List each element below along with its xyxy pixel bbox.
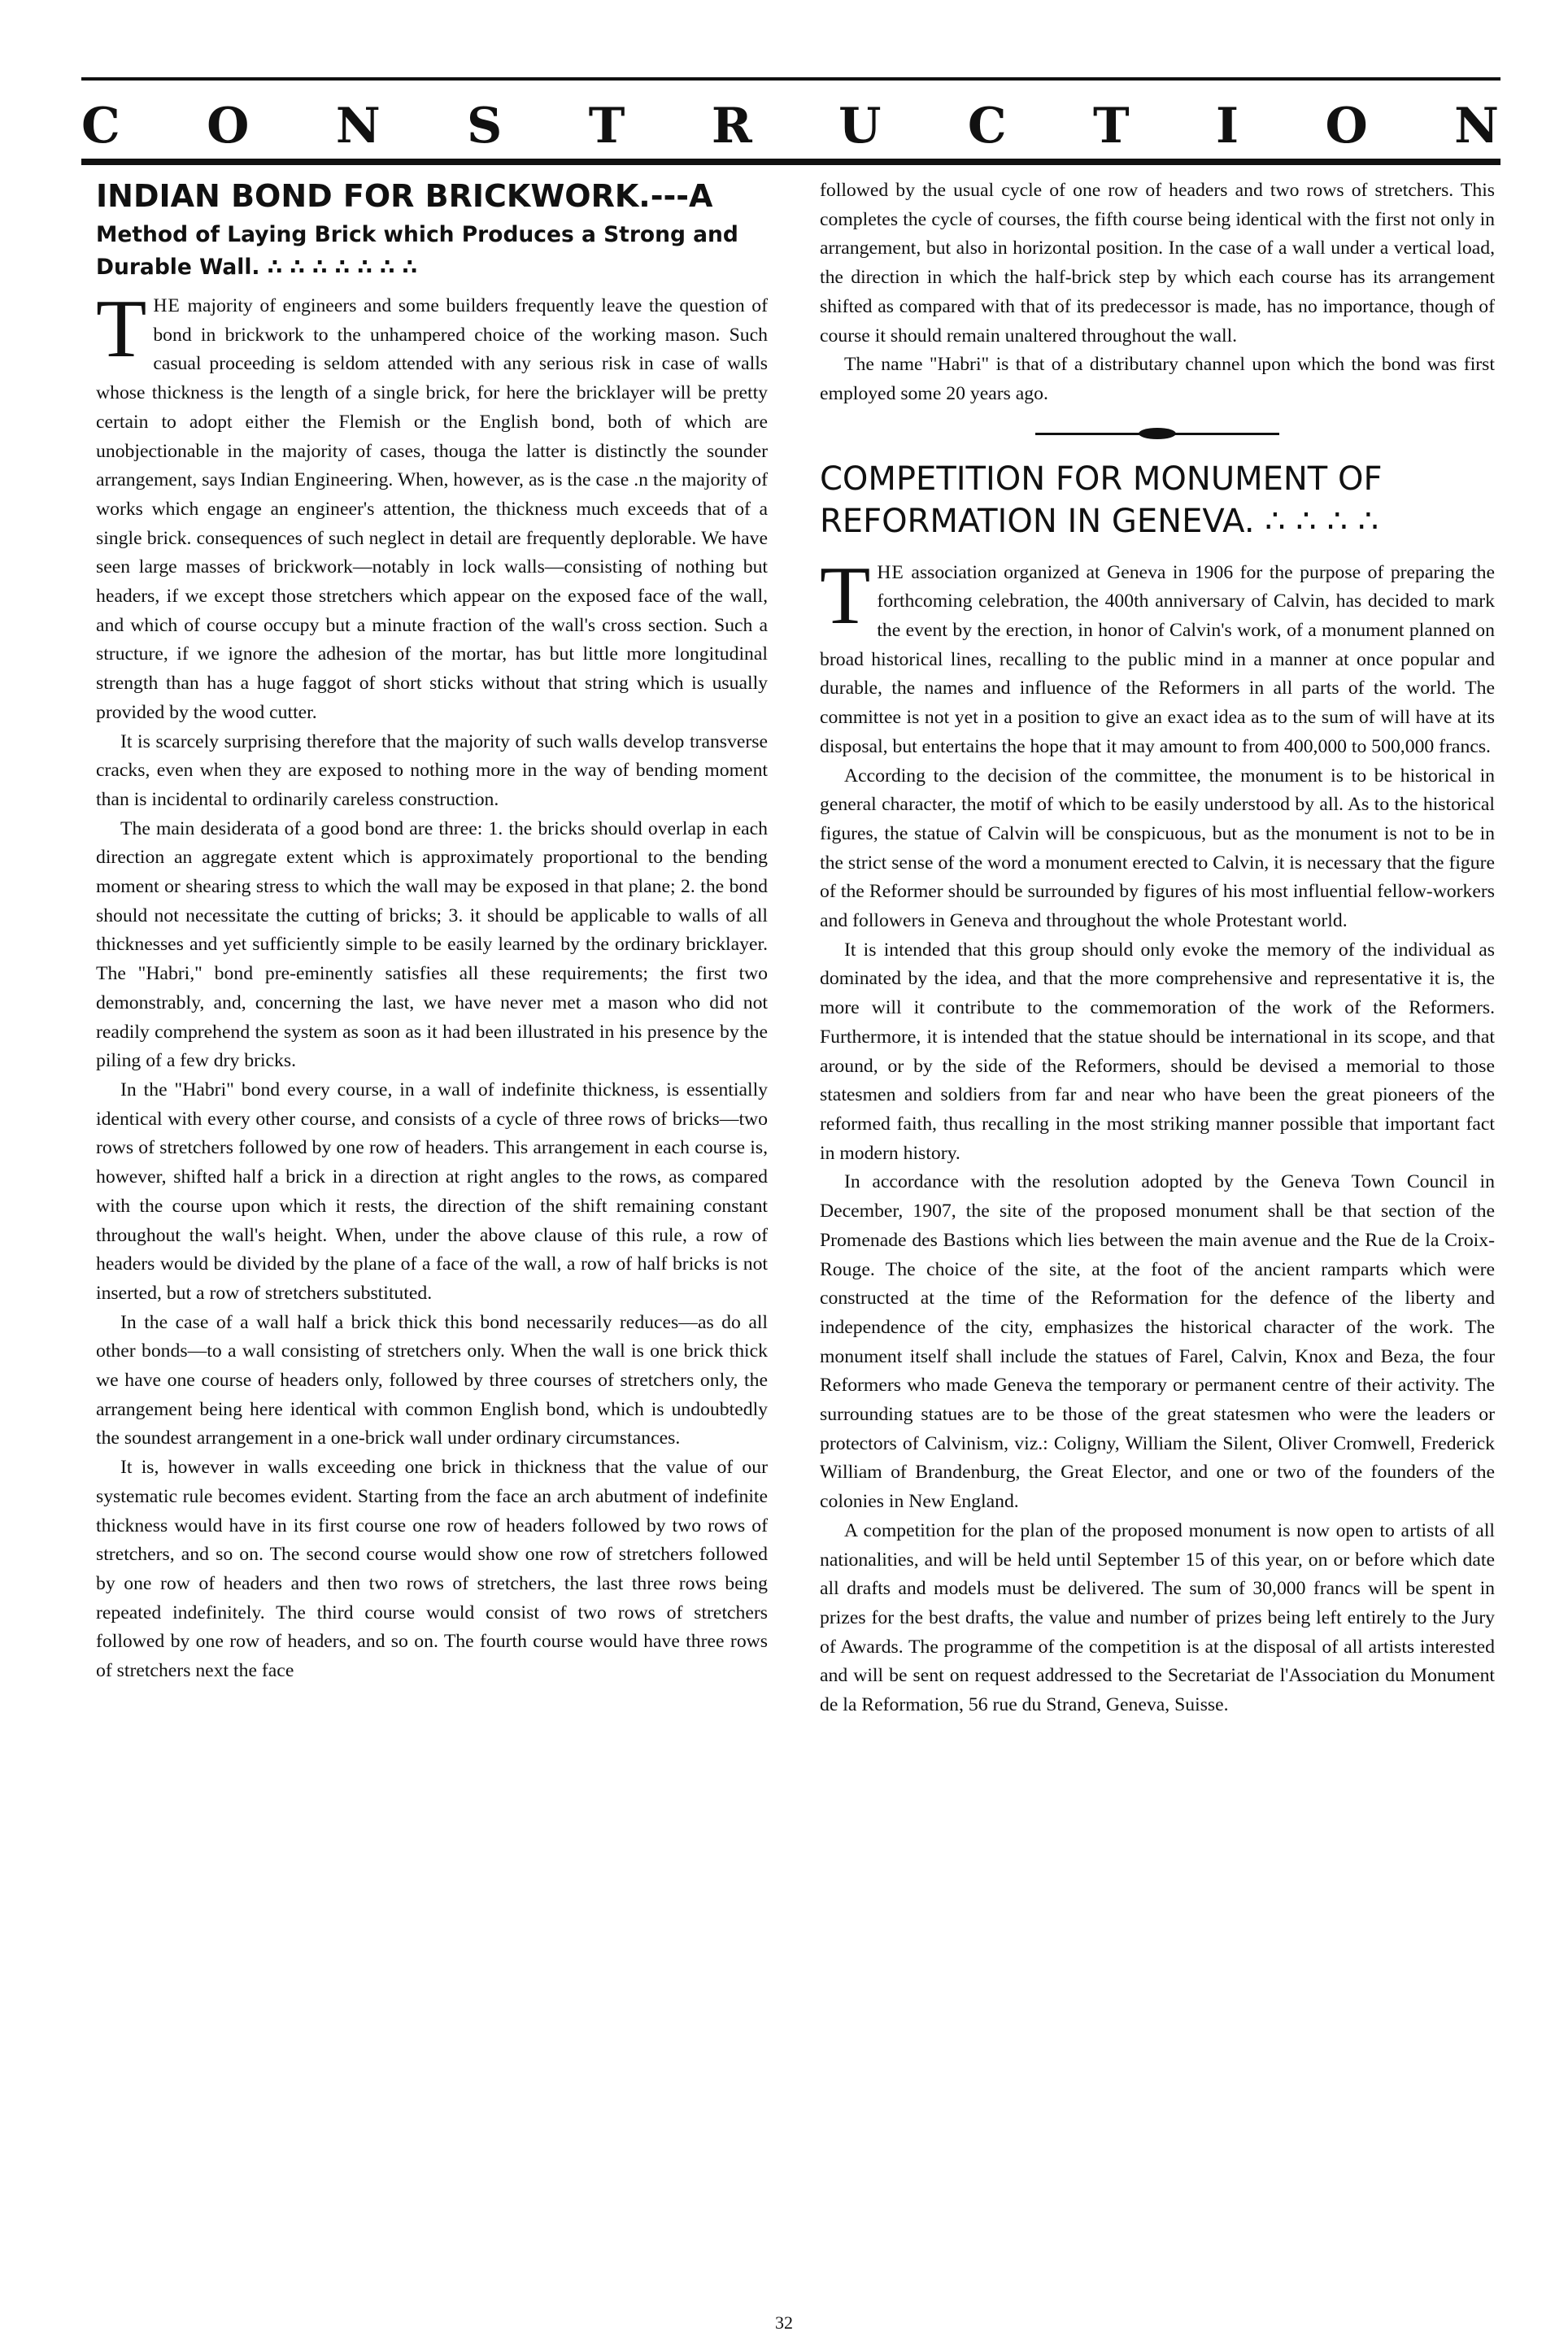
masthead-letter: O [207, 98, 251, 155]
masthead-letter: S [467, 98, 504, 155]
article2-headline: COMPETITION FOR MONUMENT OF REFORMATION IN GENEVA. ∴ ∴ ∴ ∴ [820, 460, 1383, 540]
masthead-letter: T [588, 98, 627, 155]
divider-ornament-icon [1139, 428, 1176, 439]
lead-caps: HE [877, 561, 904, 583]
lead-caps: HE [153, 295, 181, 316]
masthead-letter: U [838, 98, 883, 155]
article1-paragraph: It is, however in walls exceeding one brick in thickness that the value of our systematic rule becomes evident. Starting from the face an arch abutment of indefinite thickness would have in its first course one row of headers followed by two rows of stretchers, and so on. The second course would show one row of stretchers followed by one row of headers and then two rows of stretchers, the last three rows being repeated indefinitely. The third course would consist of two rows of stretchers followed by one row of headers, and so on. The fourth course would have three rows of stretchers next the face [96, 1457, 768, 1682]
masthead-letter: C [967, 98, 1008, 155]
article1-headline: INDIAN BOND FOR BRICKWORK.---A [96, 178, 713, 214]
article2-paragraph: A competition for the plan of the proposed monument is now open to artists of all nationalities, and will be held until September 15 of this year, on or before which date all drafts and models must be delivered. The sum of 30,000 francs will be spent in prizes for the best drafts, the value and number of prizes being left entirely to the Jury of Awards. The programme of the competition is at the disposal of all artists interested and will be sent on request addressed to the Secretariat de l'Association du Monument de la Reformation, 56 rue du Strand, Geneva, Suisse. [820, 1519, 1495, 1716]
dropcap: T [820, 549, 871, 642]
masthead [81, 94, 1500, 159]
left-column [96, 177, 768, 1686]
article2-paragraph: It is intended that this group should only evoke the memory of the individual as dominated by the idea, and that the more comprehensive and representative it is, the more will it contribute to the commemoration of the work of the Reformers. Furthermore, it is intended that the statue should be international in its scope, and that around, or by the side of the Reformers, should be devised a memorial to those statesmen and soldiers from far and near who have been the great pioneers of the reformed faith, thus recalling in the most striking manner possible that important fact in modern history. [820, 939, 1495, 1164]
article1-paragraph: In the "Habri" bond every course, in a wall of indefinite thickness, is essentially identical with every other course, and consists of a cycle of three rows of bricks—two rows of stretchers followed by one row of headers. This arrangement in each course is, however, shifted half a brick in a direction at right angles to the rows, as compared with the course upon which it rests, the direction of the shift remaining constant throughout the wall's height. When, under the above clause of this rule, a row of headers would be divided by the plane of a face of the wall, a row of half bricks is not inserted, but a row of stretchers substituted. [96, 1079, 768, 1304]
article1-continuation: followed by the usual cycle of one row of headers and two rows of stretchers. This completes the cycle of courses, the fifth course being identical with the first not only in arrangement, but also in horizontal position. In the case of a wall under a vertical load, the direction in which the half-brick step by which each course has its arrangement shifted as compared with that of its predecessor is made, has no importance, though of course it should remain unaltered throughout the wall. [820, 180, 1495, 346]
article1-subhead: Method of Laying Brick which Produces a Strong and Durable Wall. ∴ ∴ ∴ ∴ ∴ ∴ ∴ [96, 222, 738, 280]
article2-paragraph: In accordance with the resolution adopted by the Geneva Town Council in December, 1907, the site of the proposed monument shall be that section of the Promenade des Bastions which lies between the main avenue and the Rue de la Croix-Rouge. The choice of the site, at the foot of the ancient ramparts which were constructed at the time of the Reformation for the defence of the liberty and independence of the city, emphasizes the historical character of the work. The monument itself shall include the statues of Farel, Calvin, Knox and Beza, the four Reformers who made Geneva the temporary or permanent centre of their activity. The surrounding statues are to be those of the great statesmen who were the leaders or protectors of Calvinism, viz.: Coligny, William the Silent, Oliver Cromwell, Frederick William of Brandenburg, the Great Elector, and one or two of the founders of the colonies in New England. [820, 1171, 1495, 1513]
article1-paragraph: It is scarcely surprising therefore that the majority of such walls develop transverse cracks, even when they are exposed to nothing more in the way of bending moment than is incidental to ordinarily careless construction. [96, 730, 768, 810]
right-column [820, 177, 1495, 1720]
article2-paragraph: According to the decision of the committee, the monument is to be historical in general character, the motif of which to be easily understood by all. As to the historical figures, the statue of Calvin will be conspicuous, but as the monument is not to be in the strict sense of the word a monument erected to Calvin, it is necessary that the figure of the Reformer should be surrounded by figures of his most influential fellow-workers and followers in Geneva and throughout the whole Protestant world. [820, 765, 1495, 932]
article1-lead-paragraph [96, 283, 768, 728]
dropcap: T [96, 283, 147, 375]
masthead-letter: N [335, 98, 382, 155]
masthead-letter: O [1325, 98, 1370, 155]
page-number: 32 [775, 2312, 793, 2333]
masthead-letter: I [1216, 98, 1241, 155]
masthead-rule [81, 159, 1500, 165]
masthead-letter: N [1454, 98, 1500, 155]
section-divider [1035, 425, 1279, 443]
article1-paragraph: The name "Habri" is that of a distributary channel upon which the bond was first employed some 20 years ago. [820, 354, 1495, 404]
paragraph-text: majority of engineers and some builders frequently leave the question of bond in brickwork to the unhampered choice of the working mason. Such casual proceeding is seldom attended with any serious risk in case of walls whose thickness is the length of a single brick, for here the bricklayer will be pretty certain to adopt either the Flemish or the English bond, both of which are unobjectionable in the majority of cases, thouga the latter is distinctly the sounder arrangement, says Indian Engineering. When, however, as is the case .n the majority of works which engage an engineer's attention, the thickness much exceeds that of a single brick. consequences of such neglect in detail are frequently deplorable. We have seen large masses of brickwork—notably in lock walls—consisting of nothing but headers, if we except those stretchers which appear on the exposed face of the wall, and which of course occupy but a minute fraction of the wall's cross section. Such a structure, if we ignore the adhesion of the mortar, has but little more longitudinal strength than has a huge faggot of short sticks without that string which is usually provided by the wood cutter. [96, 295, 768, 723]
page [81, 77, 1500, 2338]
masthead-letter: R [711, 98, 754, 155]
masthead-letter: C [81, 98, 122, 155]
masthead-letter: T [1092, 98, 1131, 155]
article1-paragraph: The main desiderata of a good bond are three: 1. the bricks should overlap in each direction an aggregate extent which is approximately proportional to the bending moment or shearing stress to which the wall may be exposed in that plane; 2. the bond should not necessitate the cutting of bricks; 3. it should be applicable to walls of all thicknesses and yet sufficiently simple to be easily learned by the ordinary bricklayer. The "Habri," bond pre-eminently satisfies all these requirements; the first two demonstrably, and, concerning the last, we have never met a mason who did not readily comprehend the system as soon as it had been illustrated in his presence by the piling of a few dry bricks. [96, 817, 768, 1072]
article2-lead-paragraph [820, 549, 1495, 762]
top-rule [81, 77, 1500, 81]
article1-paragraph: In the case of a wall half a brick thick this bond necessarily reduces—as do all other bonds—to a wall consisting of stretchers only. When the wall is one brick thick we have one course of headers only, followed by three courses of stretchers only, the arrangement being here identical with common English bond, which is undoubtedly the soundest arrangement in a one-brick wall under ordinary circumstances. [96, 1311, 768, 1449]
paragraph-text: association organized at Geneva in 1906 for the purpose of preparing the forthcoming celebration, the 400th anniversary of Calvin, has decided to mark the event by the erection, in honor of Calvin's work, of a monument planned on broad historical lines, recalling to the public mind in a manner at once popular and durable, the names and influence of the Reformers in all parts of the world. The committee is not yet in a position to give an exact idea as to the sum of will have at its disposal, but entertains the hope that it may amount to from 400,000 to 500,000 francs. [820, 561, 1495, 757]
